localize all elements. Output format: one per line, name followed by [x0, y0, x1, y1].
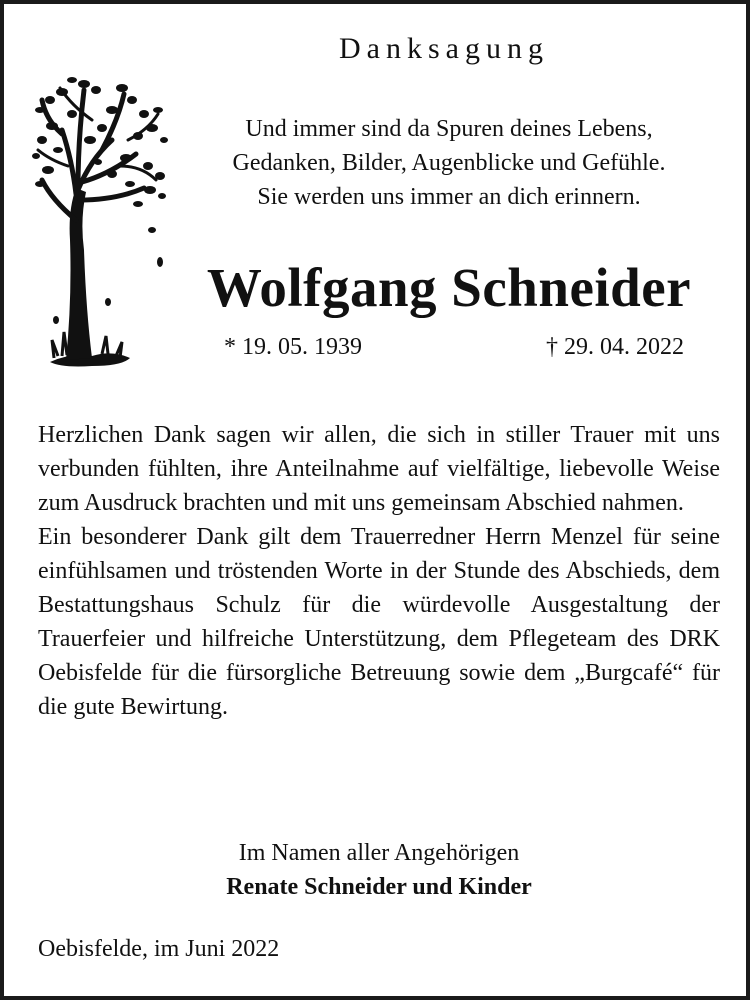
- verse-line: Sie werden uns immer an dich erinnern.: [257, 184, 641, 210]
- thanks-text: [38, 418, 720, 724]
- heading: Danksagung: [339, 32, 549, 65]
- memorial-verse: [154, 112, 744, 214]
- signoff-names: Renate Schneider und Kinder: [226, 874, 532, 900]
- tree-icon: [32, 70, 172, 370]
- thanks-paragraph: Ein besonderer Dank gilt dem Trauerredner Herrn Menzel für seine einfühlsamen und tröstenden Worte in der Stunde des Abschieds, dem Bestattungshaus Schulz für die würdevolle Ausgestaltung der Trauerfeier und hilfreiche Unterstützung, dem Pflegeteam des DRK Oebisfelde für die fürsorgliche Betreuung sowie dem „Burgcafé“ für die gute Bewirtung.: [38, 524, 720, 720]
- signoff-line: Im Namen aller Angehörigen: [238, 840, 520, 866]
- birth-date: * 19. 05. 1939: [224, 334, 362, 360]
- verse-line: Und immer sind da Spuren deines Lebens,: [245, 116, 653, 142]
- verse-line: Gedanken, Bilder, Augenblicke und Gefühle.: [232, 150, 666, 176]
- place-date: Oebisfelde, im Juni 2022: [38, 936, 280, 962]
- thanks-paragraph: Herzlichen Dank sagen wir allen, die sich in stiller Trauer mit uns verbunden fühlten, ihre Anteilnahme auf vielfältige, liebevolle Weise zum Ausdruck brachten und mit uns gemeinsam Abschied nahmen.: [38, 422, 720, 516]
- deceased-name: Wolfgang Schneider: [206, 257, 692, 318]
- death-date: † 29. 04. 2022: [546, 334, 684, 360]
- signoff: [4, 836, 750, 904]
- life-dates: [224, 334, 684, 361]
